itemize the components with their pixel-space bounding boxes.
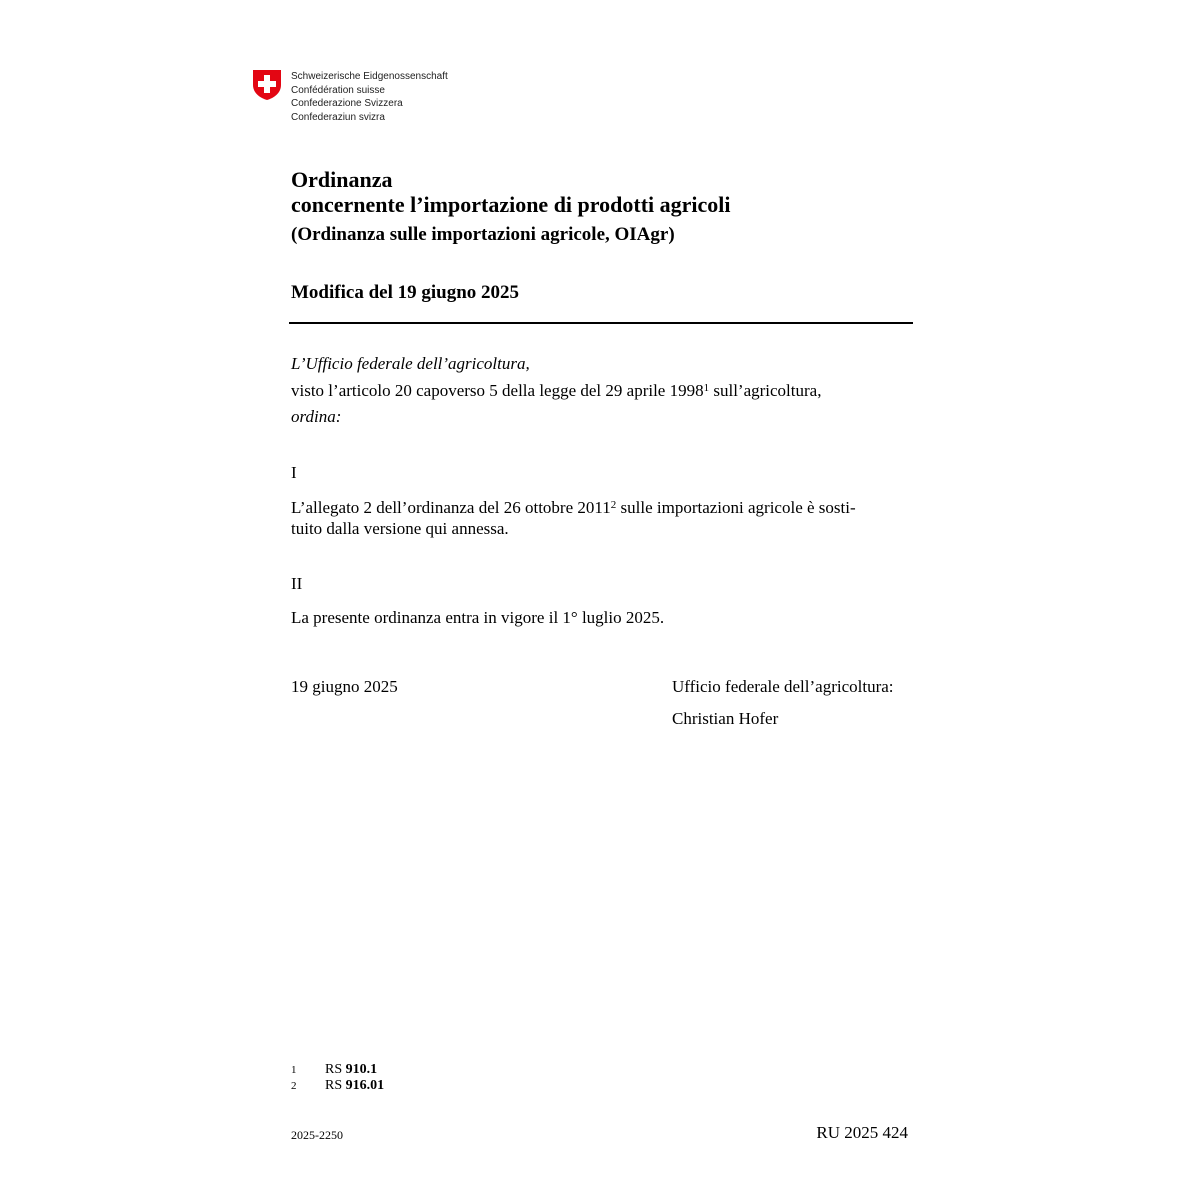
section-1-line-2: tuito dalla versione qui annessa. bbox=[291, 519, 509, 538]
footnotes bbox=[291, 1062, 384, 1094]
confederation-name-fr: Confédération suisse bbox=[291, 84, 385, 96]
section-text-2: La presente ordinanza entra in vigore il 1° luglio 2025. bbox=[291, 608, 665, 627]
title-line-2: concernente l’importazione di prodotti agricoli bbox=[291, 192, 731, 217]
amendment-label: Modifica del 19 giugno 2025 bbox=[291, 282, 520, 303]
section-numeral-2: II bbox=[291, 574, 303, 593]
section-1-text-before: L’allegato 2 dell’ordinanza del 26 ottobre 2011 bbox=[291, 498, 611, 517]
footnote-text bbox=[325, 1078, 384, 1094]
footnote-text bbox=[325, 1062, 377, 1078]
legal-basis-text-after: sull’agricoltura, bbox=[709, 381, 822, 400]
footnote-reference: 910.1 bbox=[345, 1062, 378, 1077]
ru-reference: RU 2025 424 bbox=[816, 1123, 908, 1142]
confederation-names bbox=[291, 70, 448, 124]
section-text-1 bbox=[291, 497, 911, 539]
preamble-authority: L’Ufficio federale dell’agricoltura, bbox=[291, 354, 530, 373]
footnote-number: 1 bbox=[291, 1064, 297, 1076]
swiss-cross-icon bbox=[252, 69, 282, 101]
title-divider bbox=[289, 322, 913, 324]
signature-date: 19 giugno 2025 bbox=[291, 677, 398, 696]
section-numeral-1: I bbox=[291, 463, 297, 482]
swiss-shield-logo bbox=[252, 69, 282, 101]
preamble-legal-basis bbox=[291, 380, 911, 401]
confederation-name-it: Confederazione Svizzera bbox=[291, 98, 403, 109]
footnote-ref-1[interactable]: 1 bbox=[703, 382, 710, 394]
section-1-text-after: sulle importazioni agricole è sosti- bbox=[616, 498, 856, 517]
legal-basis-text: visto l’articolo 20 capoverso 5 della legge del 29 aprile 1998 bbox=[291, 381, 704, 400]
short-title: (Ordinanza sulle importazioni agricole, OIAgr) bbox=[291, 224, 675, 245]
confederation-name-de: Schweizerische Eidgenossenschaft bbox=[291, 71, 448, 82]
confederation-name-rm: Confederaziun svizra bbox=[291, 111, 385, 123]
footnote-1 bbox=[291, 1062, 384, 1078]
section-1-line-1 bbox=[291, 497, 911, 518]
preamble-order: ordina: bbox=[291, 407, 342, 426]
title-line-1: Ordinanza bbox=[291, 167, 393, 192]
footnote-number: 2 bbox=[291, 1080, 297, 1092]
footnote-prefix: RS bbox=[325, 1078, 346, 1093]
footnote-reference: 916.01 bbox=[345, 1078, 385, 1093]
document-number: 2025-2250 bbox=[291, 1128, 343, 1142]
signatory-name: Christian Hofer bbox=[672, 709, 779, 728]
document-title bbox=[291, 167, 731, 217]
footnote-ref-2[interactable]: 2 bbox=[610, 499, 617, 511]
footnote-2 bbox=[291, 1078, 384, 1094]
signature-office: Ufficio federale dell’agricoltura: bbox=[672, 677, 894, 696]
footnote-prefix: RS bbox=[325, 1062, 346, 1077]
